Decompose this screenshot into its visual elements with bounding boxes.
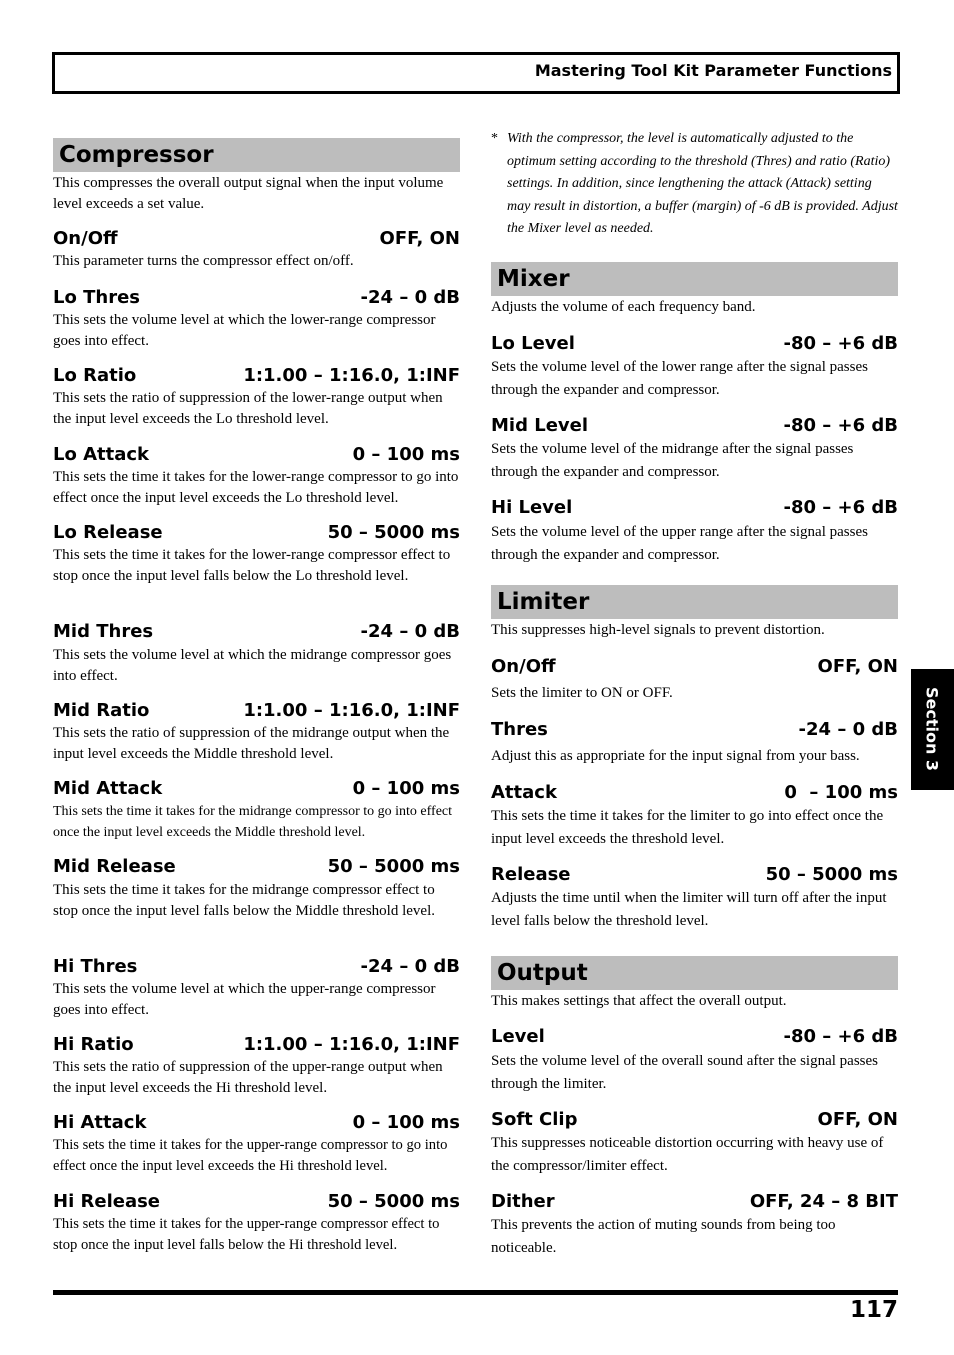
param-range: 50 – 5000 ms	[327, 856, 460, 877]
param-range: OFF, ON	[817, 1109, 898, 1130]
param-row	[491, 718, 898, 742]
param-desc: This sets the ratio of suppression of the lower-range output when the input level exceeds the Lo threshold level.	[53, 390, 443, 427]
param-desc: This sets the time it takes for the limiter to go into effect once the input level exceeds the threshold level.	[491, 808, 884, 847]
param-row	[491, 496, 898, 520]
mixer-intro: Adjusts the volume of each frequency band.	[491, 299, 756, 315]
param-name: Lo Thres	[53, 287, 140, 308]
param-row	[53, 855, 460, 879]
param-desc: Sets the volume level of the midrange after the signal passes through the expander and compressor.	[491, 441, 854, 480]
param-range: 0 – 100 ms	[352, 1112, 460, 1133]
param-name: Lo Attack	[53, 444, 150, 465]
param-row	[53, 620, 460, 644]
param-name: Attack	[491, 782, 557, 803]
param-range: 50 – 5000 ms	[327, 522, 460, 543]
compressor-note	[491, 128, 898, 241]
param-row	[53, 777, 460, 801]
param-name: Mid Attack	[53, 778, 163, 799]
param-range: 1:1.00 – 1:16.0, 1:INF	[243, 365, 460, 386]
page-number: 117	[849, 1297, 898, 1323]
param-row	[53, 699, 460, 723]
param-row	[53, 955, 460, 979]
param-desc: This suppresses noticeable distortion occurring with heavy use of the compressor/limiter effect.	[491, 1135, 884, 1174]
param-range: OFF, ON	[817, 656, 898, 677]
param-row	[491, 1025, 898, 1049]
param-row	[53, 1111, 460, 1135]
param-desc: Sets the volume level of the lower range after the signal passes through the expander and compressor.	[491, 359, 868, 398]
param-desc: This sets the volume level at which the lower-range compressor goes into effect.	[53, 312, 436, 349]
param-range: 0 – 100 ms	[352, 778, 460, 799]
param-range: -24 – 0 dB	[360, 956, 460, 977]
output-intro: This makes settings that affect the overall output.	[491, 993, 787, 1009]
param-range: -24 – 0 dB	[798, 719, 898, 740]
param-name: Lo Level	[491, 333, 575, 354]
param-row	[53, 286, 460, 310]
param-desc: Sets the volume level of the upper range after the signal passes through the expander and compressor.	[491, 524, 868, 563]
footer-rule	[53, 1290, 898, 1295]
param-desc: This sets the volume level at which the midrange compressor goes into effect.	[53, 647, 452, 684]
param-name: Dither	[491, 1191, 555, 1212]
param-range: OFF, 24 – 8 BIT	[749, 1191, 898, 1212]
param-name: Hi Attack	[53, 1112, 147, 1133]
param-desc: Sets the limiter to ON or OFF.	[491, 685, 673, 701]
param-row	[491, 655, 898, 679]
param-desc: This sets the time it takes for the upper-range compressor to go into effect once the input level exceeds the Hi threshold level.	[53, 1137, 448, 1174]
param-name: Release	[491, 864, 571, 885]
param-range: 0 – 100 ms	[352, 444, 460, 465]
param-row	[491, 781, 898, 805]
compressor-intro: This compresses the overall output signal when the input volume level exceeds a set value.	[53, 175, 444, 212]
param-range: -80 – +6 dB	[783, 333, 898, 354]
param-name: Mid Release	[53, 856, 176, 877]
param-row	[53, 443, 460, 467]
param-row	[53, 364, 460, 388]
param-name: Soft Clip	[491, 1109, 578, 1130]
param-name: Thres	[491, 719, 548, 740]
param-name: On/Off	[491, 656, 556, 677]
param-name: Lo Release	[53, 522, 163, 543]
param-row	[491, 1108, 898, 1132]
param-row	[53, 227, 460, 251]
param-name: Hi Release	[53, 1191, 161, 1212]
param-name: Hi Ratio	[53, 1034, 134, 1055]
param-name: Hi Thres	[53, 956, 138, 977]
param-row	[491, 414, 898, 438]
param-row	[53, 1033, 460, 1057]
param-name: Mid Level	[491, 415, 589, 436]
section-tab	[911, 669, 954, 790]
param-desc: This sets the time it takes for the midrange compressor to go into effect once the input level exceeds the Middle threshold level.	[53, 804, 453, 840]
param-desc: This sets the time it takes for the lower-range compressor to go into effect once the input level exceeds the Lo threshold level.	[53, 469, 459, 506]
param-name: Level	[491, 1026, 545, 1047]
param-range: -80 – +6 dB	[783, 497, 898, 518]
param-desc: This prevents the action of muting sounds from being too noticeable.	[491, 1217, 836, 1256]
param-desc: This sets the time it takes for the lower-range compressor effect to stop once the input level falls below the Lo threshold level.	[53, 547, 451, 584]
output-heading: Output	[491, 956, 898, 990]
param-desc: This sets the ratio of suppression of the upper-range output when the input level exceeds the Hi threshold level.	[53, 1059, 443, 1096]
note-asterisk: *	[491, 131, 498, 146]
param-desc: Adjust this as appropriate for the input signal from your bass.	[491, 748, 860, 764]
param-desc: This sets the time it takes for the upper-range compressor effect to stop once the input level falls below the Hi threshold level.	[53, 1216, 440, 1253]
limiter-heading: Limiter	[491, 585, 898, 619]
param-range: -24 – 0 dB	[360, 287, 460, 308]
param-desc: Sets the volume level of the overall sound after the signal passes through the limiter.	[491, 1053, 878, 1092]
param-range: -80 – +6 dB	[783, 1026, 898, 1047]
param-desc: This sets the ratio of suppression of the midrange output when the input level exceeds the Middle threshold level.	[53, 725, 450, 762]
header-title: Mastering Tool Kit Parameter Functions	[534, 61, 892, 80]
param-desc: Adjusts the time until when the limiter will turn off after the input level falls below the threshold level.	[491, 890, 887, 929]
param-name: Mid Thres	[53, 621, 154, 642]
mixer-heading: Mixer	[491, 262, 898, 296]
param-row	[491, 1190, 898, 1214]
param-name: Hi Level	[491, 497, 573, 518]
section-tab-label: Section 3	[922, 686, 942, 772]
param-desc: This sets the time it takes for the midrange compressor effect to stop once the input level falls below the Middle threshold level.	[53, 882, 435, 919]
param-row	[53, 1190, 460, 1214]
param-range: 0 – 100 ms	[784, 782, 898, 803]
param-row	[491, 332, 898, 356]
compressor-heading: Compressor	[53, 138, 460, 172]
param-name: Mid Ratio	[53, 700, 150, 721]
param-range: -80 – +6 dB	[783, 415, 898, 436]
param-range: 50 – 5000 ms	[765, 864, 898, 885]
param-range: 50 – 5000 ms	[327, 1191, 460, 1212]
param-range: OFF, ON	[379, 228, 460, 249]
param-desc: This parameter turns the compressor effect on/off.	[53, 253, 354, 269]
param-range: -24 – 0 dB	[360, 621, 460, 642]
param-row	[53, 521, 460, 545]
param-range: 1:1.00 – 1:16.0, 1:INF	[243, 1034, 460, 1055]
header-box	[52, 52, 900, 94]
limiter-intro: This suppresses high-level signals to prevent distortion.	[491, 622, 825, 638]
param-desc: This sets the volume level at which the upper-range compressor goes into effect.	[53, 981, 436, 1018]
param-row	[491, 863, 898, 887]
param-range: 1:1.00 – 1:16.0, 1:INF	[243, 700, 460, 721]
param-name: On/Off	[53, 228, 118, 249]
note-text: With the compressor, the level is automatically adjusted to the optimum setting according to the threshold (Thres) and ratio (Ratio) settings. In addition, since lengthening the attack (Attack) setting may result in distortion, a buffer (margin) of -6 dB is provided. Adjust the Mixer level as needed.	[507, 131, 898, 236]
param-name: Lo Ratio	[53, 365, 137, 386]
